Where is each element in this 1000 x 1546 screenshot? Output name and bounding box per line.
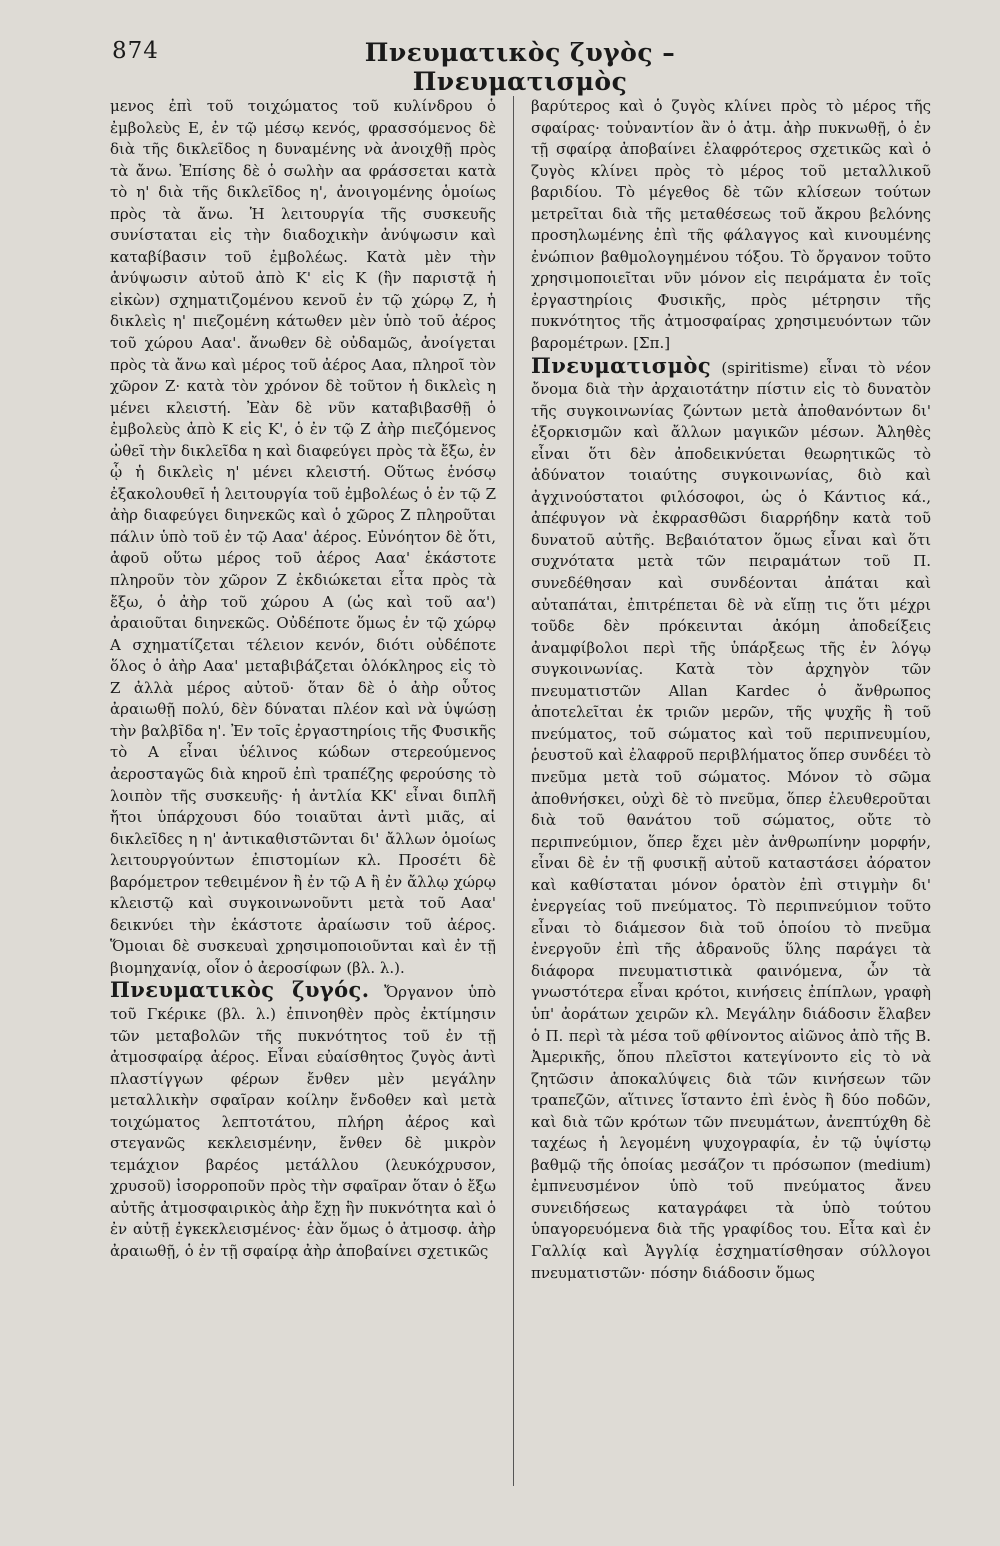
column-divider: [513, 96, 514, 1486]
right-continuation-text: [531, 96, 931, 355]
author-signature: [Σπ.]: [633, 334, 671, 353]
page-number: 874: [112, 38, 159, 64]
entry-text: Ὄργανον ὑπὸ τοῦ Γκέρικε (βλ. λ.) ἐπινοηθὲν πρὸς ἐκτίμησιν τῶν μεταβολῶν τῆς πυκνότητος τοῦ ἐν τῇ ἀτμοσφαίρᾳ ἀέρος. Εἶναι εὐαίσθητος ζυγὸς ἀντὶ πλαστίγγων φέρων ἔνθεν μὲν μεγάλην μεταλλικὴν σφαῖραν κοίλην ἔνδοθεν καὶ μετὰ τοιχώματος λεπτοτάτου, πλήρη ἀέρος καὶ στεγανῶς κεκλεισμένην, ἔνθεν δὲ μικρὸν τεμάχιον βαρέος μετάλλου (λευκόχρυσον, χρυσοῦ) ἰσορροποῦν πρὸς τὴν σφαῖραν ὅταν ὁ ἔξω αὐτῆς ἀτμοσφαιρικὸς ἀὴρ ἔχῃ ἣν πυκνότητα καὶ ὁ ἐν αὐτῇ ἐγκεκλεισμένος· ἐὰν ὅμως ὁ ἀτμοσφ. ἀὴρ ἀραιωθῇ, ὁ ἐν τῇ σφαίρᾳ ἀὴρ ἀποβαίνει σχετικῶς: [110, 983, 496, 1260]
entry-pneumatismos: [531, 352, 931, 1285]
right-column: [531, 96, 931, 1284]
entry-headword: Πνευματικὸς ζυγός.: [110, 977, 370, 1003]
running-head: Πνευματικὸς ζυγὸς – Πνευματισμὸς: [364, 38, 676, 96]
entry-text: (spiritisme) εἶναι τὸ νέον ὄνομα διὰ τὴν ἀρχαιοτάτην πίστιν εἰς τὸ δυνατὸν τῆς συγκοινωνίας ζώντων μετὰ ἀποθανόντων δι' ἐξορκισμῶν καὶ ἄλλων μαγικῶν μέσων. Ἀληθὲς εἶναι ὅτι δὲν ἀποδεικνύεται θεωρητικῶς τὸ ἀδύνατον τοιαύτης συγκοινωνίας, διὸ καὶ ἀγχινούστατοι φιλόσοφοι, ὡς ὁ Κάντιος κά., ἀπέφυγον νὰ ἐκφρασθῶσι διαρρήδην κατὰ τοῦ δυνατοῦ αὐτῆς. Βεβαιότατον ὅμως εἶναι καὶ ὅτι συχνότατα μετὰ τῶν πειραμάτων τοῦ Π. συνεδέθησαν καὶ συνδέονται ἀπάται καὶ αὐταπάται, ἐπιτρέπεται δὲ νὰ εἴπῃ τις ὅτι μέχρι τοῦδε δὲν πρόκεινται ἀκόμη ἀποδείξεις ἀναμφίβολοι περὶ τῆς ὑπάρξεως τῆς ἐν λόγῳ συγκοινωνίας. Κατὰ τὸν ἀρχηγὸν τῶν πνευματιστῶν Allan Kardec ὁ ἄνθρωπος ἀποτελεῖται ἐκ τριῶν μερῶν, τῆς ψυχῆς ἢ τοῦ πνεύματος, τοῦ σώματος καὶ τοῦ περιπνευμίου, ῥευστοῦ καὶ ἐλαφροῦ περιβλήματος ὅπερ συνδέει τὸ πνεῦμα μετὰ τοῦ σώματος. Μόνον τὸ σῶμα ἀποθνήσκει, οὐχὶ δὲ τὸ πνεῦμα, ὅπερ ἐλευθεροῦται διὰ τοῦ θανάτου τοῦ σώματος, οὔτε τὸ περιπνεύμιον, ὅπερ ἔχει μὲν ἀνθρωπίνην μορφήν, εἶναι δὲ ἐν τῇ φυσικῇ αὐτοῦ καταστάσει ἀόρατον καὶ καθίσταται μόνον ὁρατὸν ἐπὶ στιγμὴν δι' ἐνεργείας τοῦ πνεύματος. Τὸ περιπνεύμιον τοῦτο εἶναι τὸ διάμεσον διὰ τοῦ ὁποίου τὸ πνεῦμα ἐνεργοῦν ἐπὶ τῆς ἀδρανοῦς ὕλης παράγει τὰ διάφορα πνευματιστικὰ φαινόμενα, ὧν τὰ γνωστότερα εἶναι κρότοι, κινήσεις ἐπίπλων, γραφὴ ὑπ' ἀοράτων χειρῶν κλ. Μεγάλην διάδοσιν ἔλαβεν ὁ Π. περὶ τὰ μέσα τοῦ φθίνοντος αἰῶνος ἀπὸ τῆς Β. Ἀμερικῆς, ὅπου πλεῖστοι κατεγίνοντο εἰς τὸ νὰ ζητῶσιν ἀποκαλύψεις διὰ τῶν κινήσεων τῶν τραπεζῶν, αἵτινες ἵσταντο ἐπὶ ἑνὸς ἢ δύο ποδῶν, καὶ διὰ τῶν κρότων τῶν πνευμάτων, ἀνεπτύχθη δὲ ταχέως ἡ λεγομένη ψυχογραφία, ἐν τῷ ὑψίστῳ βαθμῷ τῆς ὁποίας μεσάζον τι πρόσωπον (medium) ἐμπνευσμένον ὑπὸ τοῦ πνεύματος ἄνευ συνειδήσεως καταγράφει τὰ ὑπὸ τούτου ὑπαγορευόμενα διὰ τῆς γραφίδος του. Εἶτα καὶ ἐν Γαλλίᾳ καὶ Ἀγγλίᾳ ἐσχηματίσθησαν σύλλογοι πνευματιστῶν· πόσην διάδοσιν ὅμως: [531, 358, 931, 1282]
entry-headword: Πνευματισμὸς: [531, 352, 712, 378]
left-continuation-text: μενος ἐπὶ τοῦ τοιχώματος τοῦ κυλίνδρου ὁ ἐμβολεὺς Ε, ἐν τῷ μέσῳ κενός, φρασσόμενος δὲ διὰ τῆς δικλεῖδος η δυναμένης νὰ ἀνοιχθῇ πρὸς τὰ ἄνω. Ἐπίσης δὲ ὁ σωλὴν αα φράσσεται κατὰ τὸ η' διὰ τῆς δικλεῖδος η', ἀνοιγομένης ὁμοίως πρὸς τὰ ἄνω. Ἡ λειτουργία τῆς συσκευῆς συνίσταται εἰς τὴν διαδοχικὴν ἀνύψωσιν καὶ καταβίβασιν τοῦ ἐμβολέως. Κατὰ μὲν τὴν ἀνύψωσιν αὐτοῦ ἀπὸ Κ' εἰς Κ (ἣν παριστᾷ ἡ εἰκὼν) σχηματιζομένου κενοῦ ἐν τῷ χώρῳ Ζ, ἡ δικλεὶς η' πιεζομένη κάτωθεν μὲν ὑπὸ τοῦ ἀέρος τοῦ χώρου Ααα'. ἄνωθεν δὲ οὐδαμῶς, ἀνοίγεται πρὸς τὰ ἄνω καὶ μέρος τοῦ ἀέρος Ααα, πληροῖ τὸν χῶρον Ζ· κατὰ τὸν χρόνον δὲ τοῦτον ἡ δικλεὶς η μένει κλειστή. Ἐὰν δὲ νῦν καταβιβασθῇ ὁ ἐμβολεὺς ἀπὸ Κ εἰς Κ', ὁ ἐν τῷ Ζ ἀὴρ πιεζόμενος ὠθεῖ τὴν δικλεῖδα η καὶ διαφεύγει πρὸς τὰ ἔξω, ἐν ᾧ ἡ δικλεὶς η' μένει κλειστή. Οὕτως ἑνόσῳ ἐξακολουθεῖ ἡ λειτουργία τοῦ ἐμβολέως ὁ ἐν τῷ Ζ ἀὴρ διαφεύγει διηνεκῶς καὶ ὁ χῶρος Ζ πληροῦται πάλιν ὑπὸ τοῦ ἐν τῷ Ααα' ἀέρος. Εὐνόητον δὲ ὅτι, ἀφοῦ οὕτω μέρος τοῦ ἀέρος Ααα' ἑκάστοτε πληροῦν τὸν χῶρον Ζ ἐκδιώκεται εἶτα πρὸς τὰ ἔξω, ὁ ἀὴρ τοῦ χώρου Α (ὡς καὶ τοῦ αα') ἀραιοῦται διηνεκῶς. Οὐδέποτε ὅμως ἐν τῷ χώρῳ Α σχηματίζεται τέλειον κενόν, διότι οὐδέποτε ὅλος ὁ ἀὴρ Ααα' μεταβιβάζεται ὁλόκληρος εἰς τὸ Ζ ἀλλὰ μέρος αὐτοῦ· ὅταν δὲ ὁ ἀὴρ οὗτος ἀραιωθῇ πολύ, δὲν δύναται πλέον καὶ νὰ ὑψώσῃ τὴν βαλβῖδα η'. Ἐν τοῖς ἐργαστηρίοις τῆς Φυσικῆς τὸ Α εἶναι ὑέλινος κώδων στερεούμενος ἀεροσταγῶς διὰ κηροῦ ἐπὶ τραπέζης φερούσης τὸ λοιπὸν τῆς συσκευῆς· ἡ ἀντλία ΚΚ' εἶναι διπλῆ ἤτοι ὑπάρχουσι δύο τοιαῦται ἀντὶ μιᾶς, αἱ δικλεῖδες η η' ἀντικαθιστῶνται δι' ἄλλων ὁμοίως λειτουργούντων ἐπιστομίων κλ. Προσέτι δὲ βαρόμετρον τεθειμένον ἢ ἐν τῷ Α ἢ ἐν ἄλλῳ χώρῳ κλειστῷ καὶ συγκοινωνοῦντι μετὰ τοῦ Ααα' δεικνύει τὴν ἑκάστοτε ἀραίωσιν τοῦ ἀέρος. Ὅμοιαι δὲ συσκευαὶ χρησιμοποιοῦνται καὶ ἐν τῇ βιομηχανίᾳ, οἷον ὁ ἀεροσίφων (βλ. λ.).: [110, 97, 496, 977]
left-column: [110, 96, 496, 1263]
entry-pneumatikos-zygos: [110, 979, 496, 1262]
continuation-text: βαρύτερος καὶ ὁ ζυγὸς κλίνει πρὸς τὸ μέρος τῆς σφαίρας· τοὐναντίον ἂν ὁ ἀτμ. ἀὴρ πυκνωθῇ, ὁ ἐν τῇ σφαίρᾳ ἀποβαίνει ἐλαφρότερος σχετικῶς καὶ ὁ ζυγὸς κλίνει πρὸς τὸ μέρος τοῦ μεταλλικοῦ βαριδίου. Τὸ μέγεθος δὲ τῶν κλίσεων τούτων μετρεῖται διὰ τῆς μεταθέσεως τοῦ ἄκρου βελόνης προσηλωμένης ἐπὶ τῆς φάλαγγος καὶ κινουμένης ἐνώπιον βαθμολογημένου τόξου. Τὸ ὄργανον τοῦτο χρησιμοποιεῖται νῦν μόνον εἰς πειράματα ἐν τοῖς ἐργαστηρίοις Φυσικῆς, πρὸς μέτρησιν τῆς πυκνότητος τῆς ἀτμοσφαίρας χρησιμευόντων τῶν βαρομέτρων.: [531, 97, 931, 353]
